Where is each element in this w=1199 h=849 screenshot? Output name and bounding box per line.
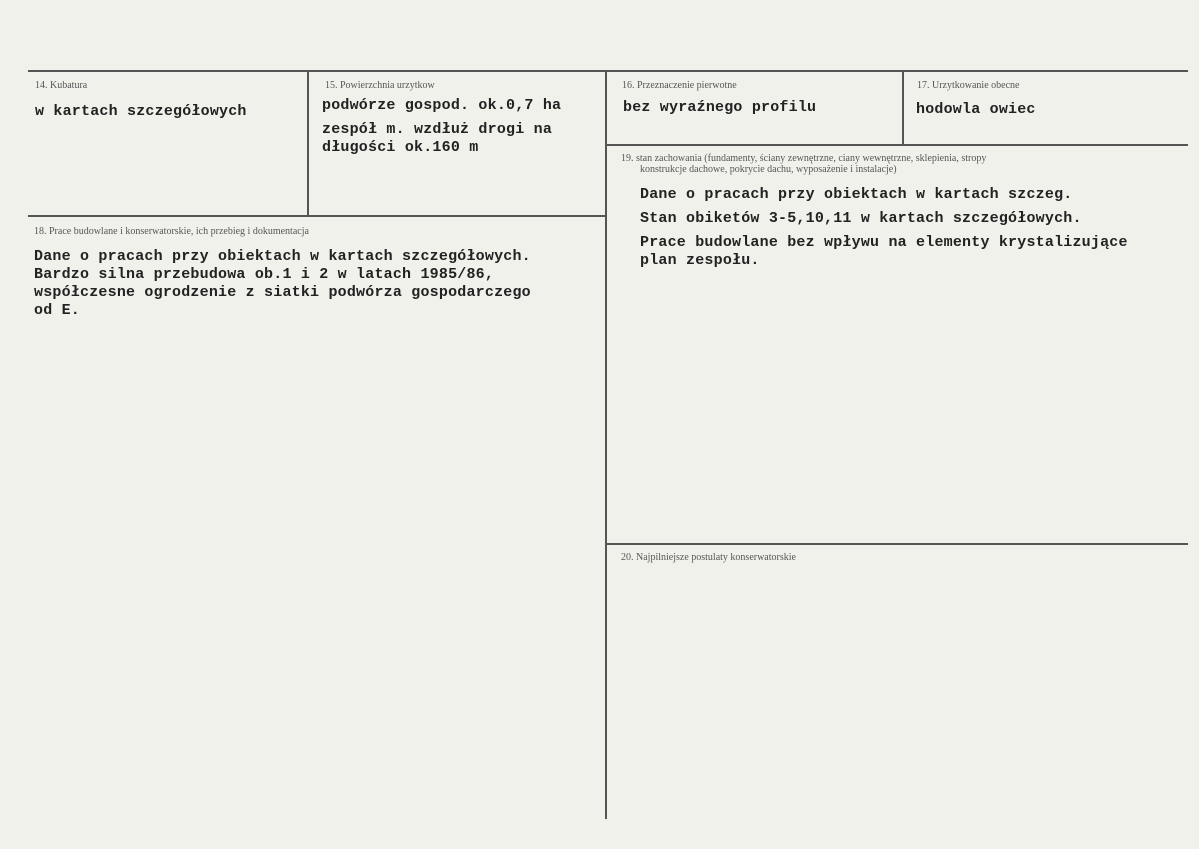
field-19-label-cont: konstrukcje dachowe, pokrycie dachu, wyposażenie i instalacje) (640, 164, 897, 175)
field-18-line: współczesne ogrodzenie z siatki podwórza gospodarczego (34, 284, 531, 301)
field-16-label: 16. Przeznaczenie pierwotne (622, 80, 737, 91)
top-border-line (28, 70, 1188, 72)
field-20-label: 20. Najpilniejsze postulaty konserwatorskie (621, 552, 796, 563)
field-15-label: 15. Powierzchnia urzytkow (325, 80, 435, 91)
field-17-label: 17. Urzytkowanie obecne (917, 80, 1020, 91)
field-18-line: od E. (34, 302, 81, 319)
field-19-line: Prace budowlane bez wpływu na elementy krystalizujące (640, 234, 1128, 251)
field-17-value: hodowla owiec (916, 101, 1036, 118)
field-18-line: Dane o pracach przy obiektach w kartach szczegółowych. (34, 248, 531, 265)
field-15-line: podwórze gospod. ok.0,7 ha (322, 97, 562, 114)
field-19-line: plan zespołu. (640, 252, 760, 269)
field-15-line: długości ok.160 m (322, 139, 479, 156)
field-19-text (640, 186, 1128, 270)
field-15-text (322, 97, 561, 157)
field-14-label: 14. Kubatura (35, 80, 88, 91)
field-18-text (34, 248, 531, 320)
divider-16-17 (902, 71, 904, 145)
field-19-line: Dane o pracach przy obiektach w kartach szczeg. (640, 186, 1073, 203)
field-19-line: Stan obiketów 3-5,10,11 w kartach szczegółowych. (640, 210, 1082, 227)
divider-row2-right (606, 144, 1188, 146)
field-14-value: w kartach szczegółowych (35, 103, 247, 120)
field-15-line: zespół m. wzdłuż drogi na (322, 121, 553, 138)
divider-15-16 (605, 71, 607, 819)
divider-row2-left (28, 215, 606, 217)
divider-row3-right (606, 543, 1188, 545)
divider-14-15 (307, 71, 309, 216)
field-19-label: 19. stan zachowania (fundamenty, ściany zewnętrzne, ciany wewnętrzne, sklepienia, stropy (621, 153, 987, 164)
field-18-label: 18. Prace budowlane i konserwatorskie, ich przebieg i dokumentacja (34, 226, 309, 237)
field-18-line: Bardzo silna przebudowa ob.1 i 2 w latach 1985/86, (34, 266, 495, 283)
field-16-value: bez wyraźnego profilu (623, 99, 817, 116)
